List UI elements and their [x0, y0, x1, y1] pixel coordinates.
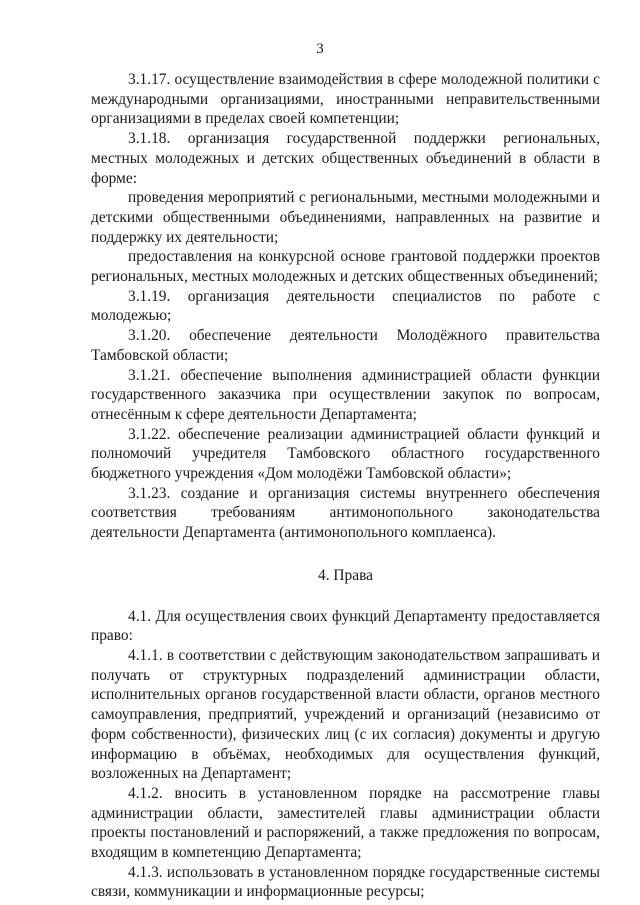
paragraph-3-1-18-item-grants: предоставления на конкурсной основе грантовой поддержки проектов региональных, местных молодежных и детских общественных объединений;	[91, 248, 600, 286]
paragraph-3-1-19: 3.1.19. организация деятельности специалистов по работе с молодежью;	[91, 287, 600, 325]
section-heading-rights: 4. Права	[318, 566, 373, 584]
paragraph-4-1: 4.1. Для осуществления своих функций Департаменту предоставляется право:	[91, 607, 600, 645]
paragraph-3-1-18-item-events: проведения мероприятий с региональными, местными молодежными и детскими общественными объединениями, направленных на развитие и поддержку их деятельности;	[91, 189, 600, 246]
page-number: 3	[316, 41, 324, 57]
paragraph-3-1-18: 3.1.18. организация государственной поддержки региональных, местных молодежных и детских общественных объединений в области в форме:	[91, 130, 600, 187]
paragraph-4-1-1: 4.1.1. в соответствии с действующим законодательством запрашивать и получать от структурных подразделений администрации области, исполнительных органов государственной власти области, органов местного самоуправления, предприятий, учреждений и организаций (независимо от форм собственности), физических лиц (с их согласия) документы и другую информацию в объёмах, необходимых для осуществления функций, возложенных на Департамент;	[91, 646, 600, 783]
paragraph-3-1-21: 3.1.21. обеспечение выполнения администрацией области функции государственного заказчика при осуществлении закупок по вопросам, отнесённым к сфере деятельности Департамента;	[91, 366, 600, 423]
paragraph-3-1-23: 3.1.23. создание и организация системы внутреннего обеспечения соответствия требованиям антимонопольного законодательства деятельности Департамента (антимонопольного комплаенса).	[91, 484, 600, 542]
paragraph-3-1-22: 3.1.22. обеспечение реализации администрацией области функций и полномочий учредителя Тамбовского областного государственного бюджетного учреждения «Дом молодёжи Тамбовской области»;	[91, 425, 600, 483]
document-body	[91, 70, 600, 902]
paragraph-3-1-17: 3.1.17. осуществление взаимодействия в сфере молодежной политики с международными организациями, иностранными неправительственными организациями в пределах своей компетенции;	[91, 71, 600, 128]
paragraph-4-1-2: 4.1.2. вносить в установленном порядке на рассмотрение главы администрации области, заместителей главы администрации области проекты постановлений и распоряжений, а также предложения по вопросам, входящим в компетенцию Департамента;	[91, 784, 600, 862]
paragraph-3-1-20: 3.1.20. обеспечение деятельности Молодёжного правительства Тамбовской области;	[91, 327, 600, 364]
paragraph-4-1-3: 4.1.3. использовать в установленном порядке государственные системы связи, коммуникации и информационные ресурсы;	[91, 863, 600, 901]
